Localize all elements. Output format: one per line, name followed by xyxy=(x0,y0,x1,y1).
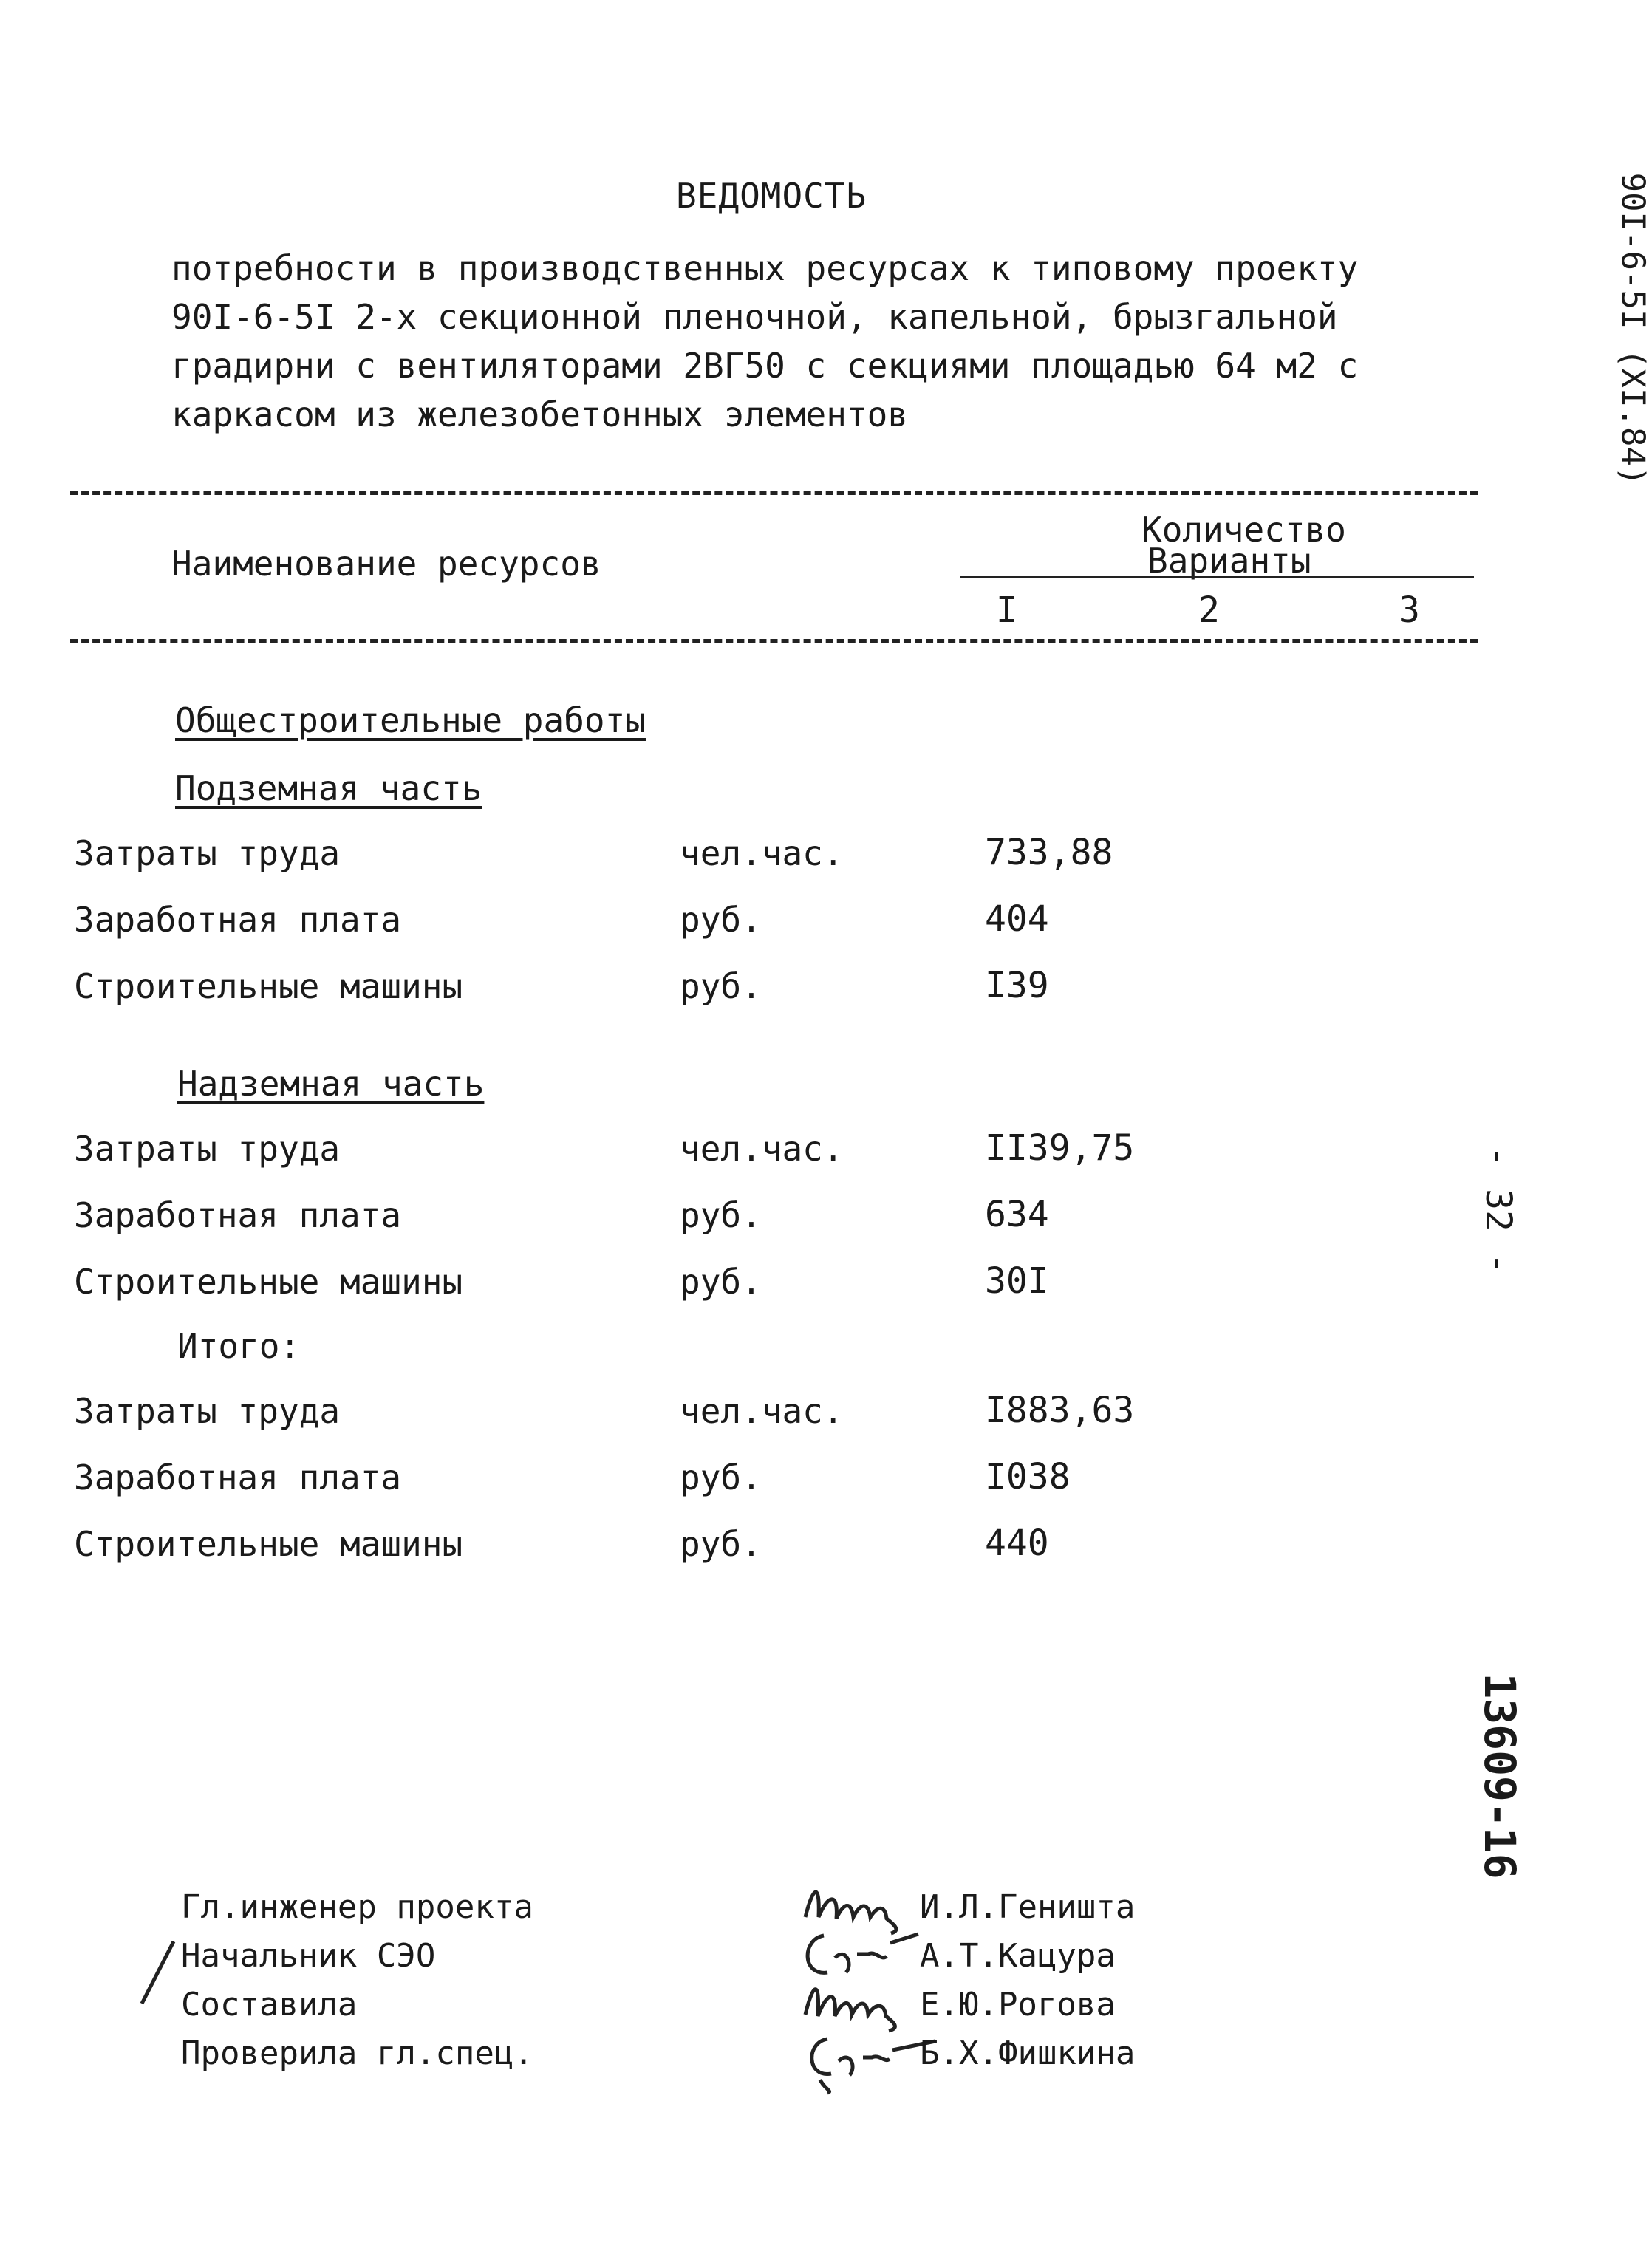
row-name: Затраты труда xyxy=(74,1391,341,1431)
row-name: Заработная плата xyxy=(74,900,402,940)
row-name: Строительные машины xyxy=(74,966,463,1006)
table-top-divider xyxy=(70,491,1478,495)
row-name: Затраты труда xyxy=(74,833,341,873)
signature-role: Гл.инженер проекта xyxy=(181,1888,533,1926)
row-value: 30I xyxy=(985,1260,1049,1302)
variant-number-1: I xyxy=(996,590,1017,631)
row-value: 634 xyxy=(985,1194,1049,1235)
header-resource-name: Наименование ресурсов xyxy=(171,544,601,584)
signature-role: Составила xyxy=(181,1986,358,2023)
archive-stamp: 13609-16 xyxy=(1475,1673,1525,1879)
row-value: I883,63 xyxy=(985,1390,1135,1431)
document-title: ВЕДОМОСТЬ xyxy=(676,176,867,216)
row-unit: чел.час. xyxy=(680,1391,844,1431)
signature-name: Б.Х.Фишкина xyxy=(920,2035,1136,2072)
row-unit: руб. xyxy=(680,900,762,940)
total-label: Итого: xyxy=(177,1326,301,1366)
variant-number-3: 3 xyxy=(1399,590,1420,631)
row-value: 440 xyxy=(985,1523,1049,1564)
table-header-divider xyxy=(70,639,1478,643)
row-name: Строительные машины xyxy=(74,1262,463,1302)
document-subtitle: потребности в производственных ресурсах к типовому проекту 90I-6-5I 2-х секционной пленочной, капельной, брызгальной градирни с вентиляторами 2ВГ50 с секциями площадью 64 м2 с каркасом из железобетонных элементов xyxy=(171,248,1359,434)
row-value: I038 xyxy=(985,1456,1071,1497)
row-name: Затраты труда xyxy=(74,1129,341,1169)
header-variants-rule xyxy=(960,576,1474,578)
signature-role: Проверила гл.спец. xyxy=(181,2035,533,2072)
row-unit: руб. xyxy=(680,1195,762,1235)
section-general-works: Общестроительные работы xyxy=(175,700,646,740)
header-variants: Варианты xyxy=(1147,541,1311,581)
signature-name: Е.Ю.Рогова xyxy=(920,1986,1116,2023)
row-value: I39 xyxy=(985,965,1049,1006)
row-name: Заработная плата xyxy=(74,1458,402,1497)
signature-role: Начальник СЭО xyxy=(181,1937,436,1975)
row-unit: руб. xyxy=(680,1262,762,1302)
row-unit: руб. xyxy=(680,966,762,1006)
side-project-code: 90I-6-5I (XI.84) xyxy=(1614,172,1652,486)
row-value: 404 xyxy=(985,898,1049,940)
row-name: Заработная плата xyxy=(74,1195,402,1235)
row-unit: чел.час. xyxy=(680,833,844,873)
row-name: Строительные машины xyxy=(74,1524,463,1564)
row-unit: руб. xyxy=(680,1458,762,1497)
signature-name: А.Т.Кацура xyxy=(920,1937,1116,1975)
variant-number-2: 2 xyxy=(1198,590,1220,631)
row-unit: чел.час. xyxy=(680,1129,844,1169)
section-aboveground: Надземная часть xyxy=(177,1064,485,1104)
signature-name: И.Л.Геништа xyxy=(920,1888,1136,1926)
handwritten-signature-icon xyxy=(798,2021,938,2094)
page-number: - 32 - xyxy=(1478,1146,1519,1274)
slash-mark-icon xyxy=(133,1936,185,2009)
row-unit: руб. xyxy=(680,1524,762,1564)
header-quantity: Количество xyxy=(1141,510,1346,550)
row-value: 733,88 xyxy=(985,832,1113,873)
row-value: II39,75 xyxy=(985,1127,1135,1169)
section-underground: Подземная часть xyxy=(175,768,482,808)
